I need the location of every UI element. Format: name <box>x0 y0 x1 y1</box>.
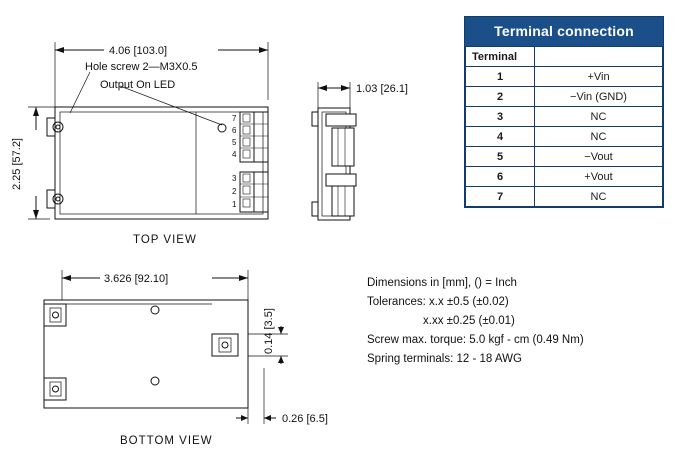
side-view-depth-dim: 1.03 [26.1] <box>356 83 408 95</box>
notes-block <box>367 274 584 369</box>
cell-connection: +Vin <box>535 67 663 87</box>
note-torque: Screw max. torque: 5.0 kgf - cm (0.49 Nm) <box>367 334 584 346</box>
cell-connection: NC <box>535 187 663 207</box>
terminal-num-1: 1 <box>232 200 237 209</box>
terminal-num-4: 4 <box>232 150 237 159</box>
table-row <box>466 147 663 167</box>
bottom-view-svg <box>0 248 364 475</box>
note-tolerances: Tolerances: x.x ±0.5 (±0.02) <box>367 296 509 308</box>
cell-terminal: 3 <box>466 107 535 127</box>
note-dimensions: Dimensions in [mm], () = Inch <box>367 277 517 289</box>
terminal-num-2: 2 <box>232 187 237 196</box>
cell-connection: −Vin (GND) <box>535 87 663 107</box>
table-row <box>466 127 663 147</box>
bottom-view-offset-dim: 0.26 [6.5] <box>282 413 328 425</box>
cell-terminal: 5 <box>466 147 535 167</box>
table-header-row <box>466 47 663 67</box>
cell-terminal: 1 <box>466 67 535 87</box>
table-row <box>466 167 663 187</box>
note-spring-terminals: Spring terminals: 12 - 18 AWG <box>367 353 522 365</box>
header-terminal: Terminal <box>466 47 535 67</box>
bottom-view-height-dim: 0.14 [3.5] <box>263 308 275 354</box>
terminal-connection-table <box>464 16 664 208</box>
note-tolerances-2: x.xx ±0.25 (±0.01) <box>423 315 515 327</box>
cell-terminal: 7 <box>466 187 535 207</box>
table-row <box>466 67 663 87</box>
side-view-drawing <box>300 60 460 240</box>
top-view-height-dim: 2.25 [57.2] <box>11 138 23 190</box>
cell-connection: −Vout <box>535 147 663 167</box>
terminal-table-grid <box>465 46 663 207</box>
cell-connection: NC <box>535 107 663 127</box>
callout-output-led: Output On LED <box>100 79 176 91</box>
header-connection <box>535 47 663 67</box>
callout-hole-screw: Hole screw 2—M3X0.5 <box>85 61 198 73</box>
cell-terminal: 2 <box>466 87 535 107</box>
table-row <box>466 187 663 207</box>
terminal-num-3: 3 <box>232 174 237 183</box>
bottom-view-width-dim: 3.626 [92.10] <box>104 273 169 285</box>
terminal-num-7: 7 <box>232 114 237 123</box>
table-row <box>466 87 663 107</box>
table-row <box>466 107 663 127</box>
terminal-table-title: Terminal connection <box>465 17 663 46</box>
side-view-svg <box>300 60 460 240</box>
top-view-width-dim: 4.06 [103.0] <box>109 45 168 57</box>
top-view-name: TOP VIEW <box>133 234 197 246</box>
cell-terminal: 4 <box>466 127 535 147</box>
cell-connection: +Vout <box>535 167 663 187</box>
cell-connection: NC <box>535 127 663 147</box>
bottom-view-name: BOTTOM VIEW <box>120 435 213 447</box>
cell-terminal: 6 <box>466 167 535 187</box>
bottom-view-drawing <box>0 248 364 475</box>
terminal-num-5: 5 <box>232 138 237 147</box>
terminal-num-6: 6 <box>232 126 237 135</box>
